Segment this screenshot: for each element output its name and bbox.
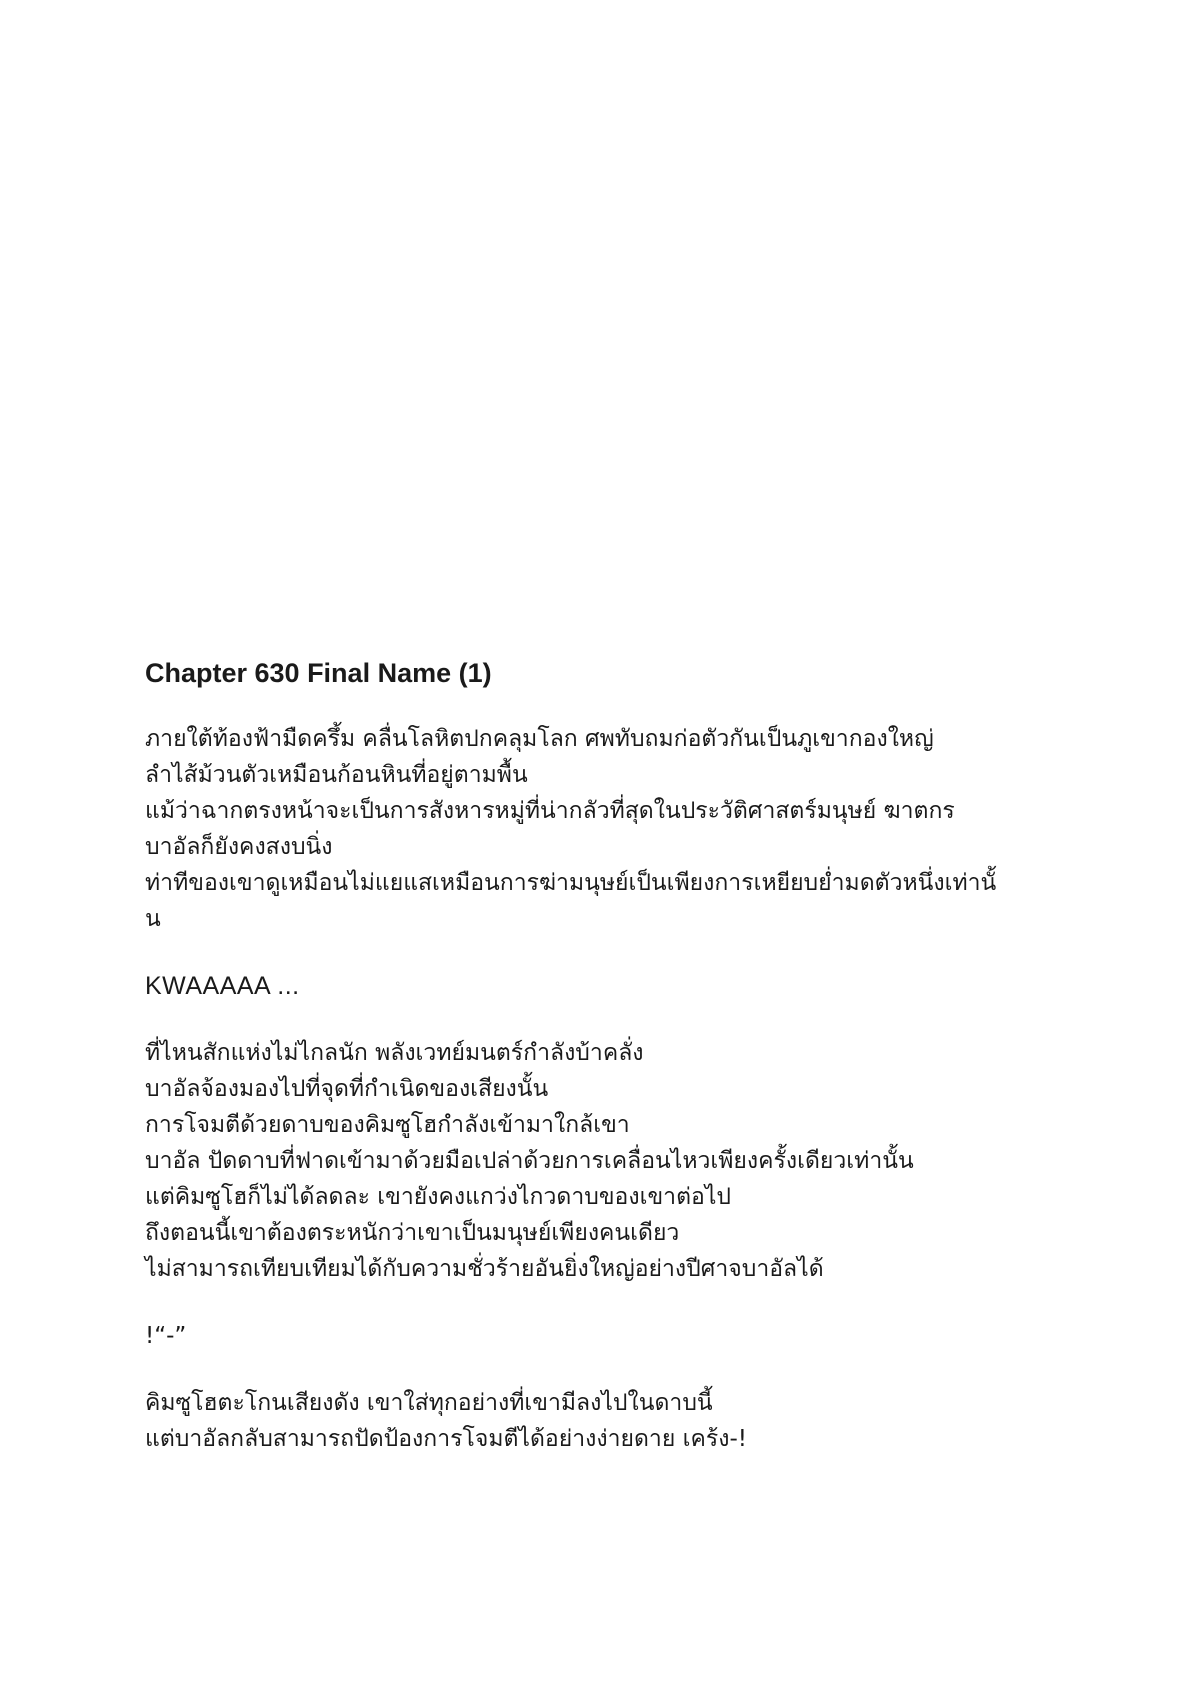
paragraph-4-dialogue [145,1318,1065,1354]
paragraph-1 [145,721,1065,937]
paragraph-line: บาอัล ปัดดาบที่ฟาดเข้ามาด้วยมือเปล่าด้วยการเคลื่อนไหวเพียงครั้งเดียวเท่านั้น [145,1148,914,1174]
paragraph-line: แต่คิมซูโฮก็ไม่ได้ลดละ เขายังคงแกว่งไกวดาบของเขาต่อไป [145,1184,732,1210]
paragraph-line: แม้ว่าฉากตรงหน้าจะเป็นการสังหารหมู่ที่น่ากลัวที่สุดในประวัติศาสตร์มนุษย์ ฆาตกร [145,798,955,824]
paragraph-line: คิมซูโฮตะโกนเสียงดัง เขาใส่ทุกอย่างที่เขามีลงไปในดาบนี้ [145,1390,713,1416]
paragraph-line: ที่ไหนสักแห่งไม่ไกลนัก พลังเวทย์มนตร์กำลังบ้าคลั่ง [145,1040,644,1066]
paragraph-line: บาอัลก็ยังคงสงบนิ่ง [145,834,333,860]
chapter-title: Chapter 630 Final Name (1) [145,658,492,688]
paragraph-line: ลำไส้ม้วนตัวเหมือนก้อนหินที่อยู่ตามพื้น [145,762,528,788]
paragraph-line: แต่บาอัลกลับสามารถปัดป้องการโจมตีได้อย่างง่ายดาย เคร้ง-! [145,1426,747,1452]
paragraph-line: ท่าทีของเขาดูเหมือนไม่แยแสเหมือนการฆ่ามนุษย์เป็นเพียงการเหยียบย่ำมดตัวหนึ่งเท่านั้ [145,870,997,896]
paragraph-line: การโจมตีด้วยดาบของคิมซูโฮกำลังเข้ามาใกล้เขา [145,1112,630,1138]
paragraph-line: น [145,906,161,932]
paragraph-2-sound-effect [145,968,1065,1004]
paragraph-3 [145,1035,1065,1287]
sound-effect-line: KWAAAAA ... [145,972,300,1000]
paragraph-line: บาอัลจ้องมองไปที่จุดที่กำเนิดของเสียงนั้น [145,1076,549,1102]
dialogue-line: !“-” [145,1323,187,1349]
paragraph-5 [145,1385,1065,1457]
paragraph-line: ถึงตอนนี้เขาต้องตระหนักว่าเขาเป็นมนุษย์เพียงคนเดียว [145,1220,680,1246]
paragraph-line: ภายใต้ท้องฟ้ามืดครึ้ม คลื่นโลหิตปกคลุมโลก ศพทับถมก่อตัวกันเป็นภูเขากองใหญ่ [145,726,934,752]
paragraph-line: ไม่สามารถเทียบเทียมได้กับความชั่วร้ายอันยิ่งใหญ่อย่างปีศาจบาอัลได้ [145,1256,824,1282]
document-body [145,655,1065,1488]
